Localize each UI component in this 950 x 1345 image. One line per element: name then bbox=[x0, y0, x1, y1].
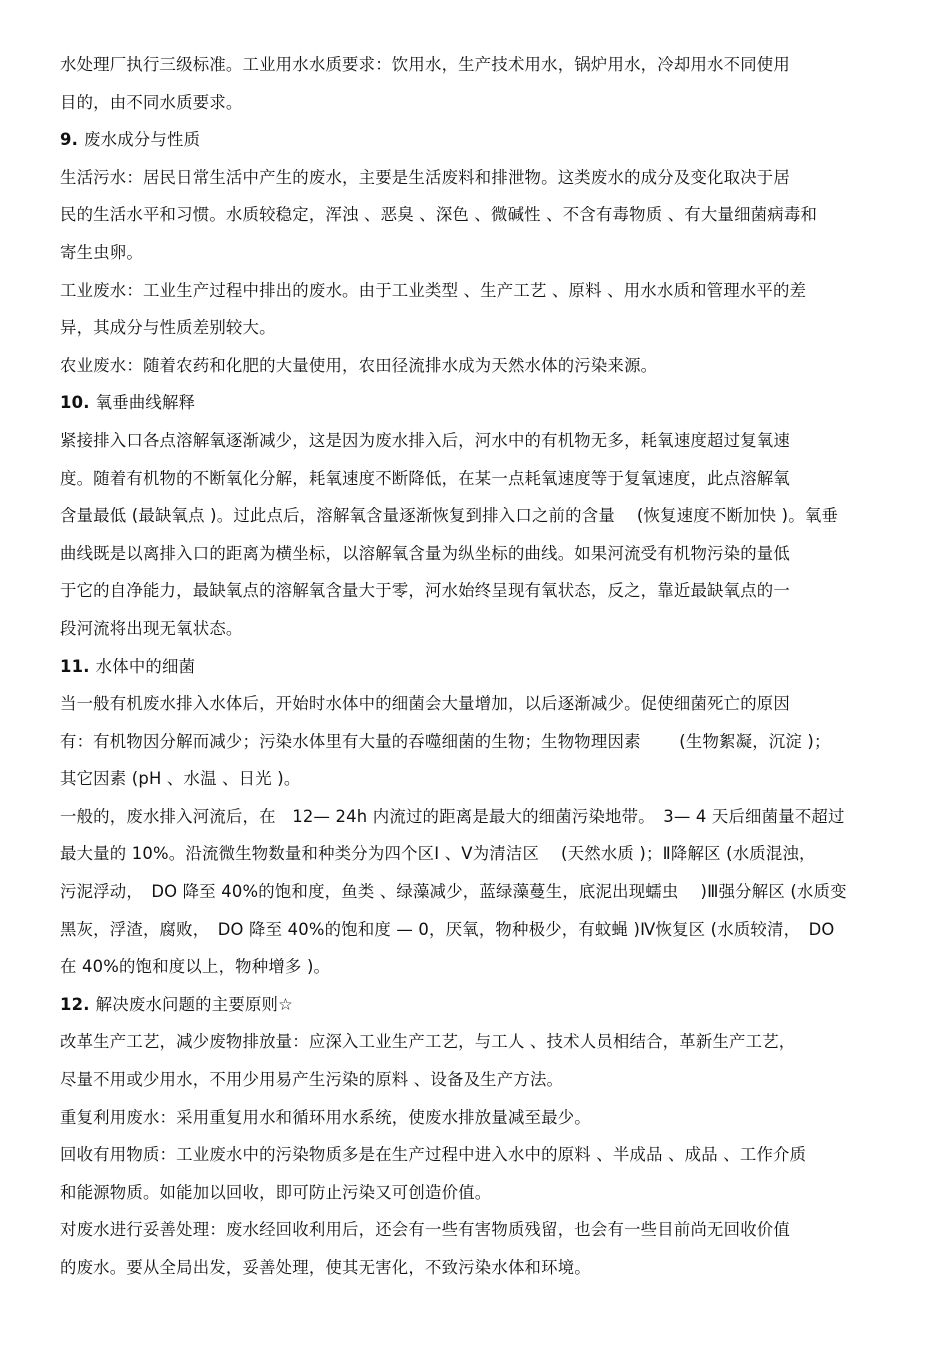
text-line: 工业废水：工业生产过程中排出的废水。由于工业类型 、生产工艺 、原料 、用水水质和管理水平的差 bbox=[60, 280, 807, 300]
section-heading-10 bbox=[60, 384, 910, 422]
text-line: 异，其成分与性质差别较大。 bbox=[60, 318, 276, 338]
text-line: 污泥浮动， DO 降至 40%的饱和度，鱼类 、绿藻减少，蓝绿藻蔓生，底泥出现蠕虫 )Ⅲ强分解区 (水质变 bbox=[60, 882, 847, 902]
section-heading-9 bbox=[60, 121, 910, 159]
document-page bbox=[60, 46, 910, 1287]
text-line: 黑灰，浮渣，腐败， DO 降至 40%的饱和度 — 0，厌氧，物种极少，有蚊蝇 )Ⅳ恢复区 (水质较清， DO bbox=[60, 919, 835, 939]
text-line: 民的生活水平和习惯。水质较稳定，浑浊 、恶臭 、深色 、微碱性 、不含有毒物质 、有大量细菌病毒和 bbox=[60, 205, 818, 225]
section-title: 解决废水问题的主要原则☆ bbox=[95, 994, 294, 1014]
section-heading-12 bbox=[60, 986, 910, 1024]
text-line: 生活污水：居民日常生活中产生的废水，主要是生活废料和排泄物。这类废水的成分及变化取决于居 bbox=[60, 167, 790, 187]
section-title: 氧垂曲线解释 bbox=[95, 393, 196, 413]
text-line: 于它的自净能力，最缺氧点的溶解氧含量大于零，河水始终呈现有氧状态，反之，靠近最缺氧点的一 bbox=[60, 581, 790, 601]
text-line: 目的，由不同水质要求。 bbox=[60, 92, 243, 112]
text-line: 含量最低 (最缺氧点 )。过此点后，溶解氧含量逐渐恢复到排入口之前的含量 (恢复速度不断加快 )。氧垂 bbox=[60, 506, 839, 526]
text-line: 寄生虫卵。 bbox=[60, 242, 143, 262]
text-line: 紧接排入口各点溶解氧逐渐减少，这是因为废水排入后，河水中的有机物无多，耗氧速度超过复氧速 bbox=[60, 430, 790, 450]
text-line: 改革生产工艺，减少废物排放量：应深入工业生产工艺，与工人 、技术人员相结合，革新生产工艺， bbox=[60, 1032, 796, 1052]
text-line: 曲线既是以离排入口的距离为横坐标，以溶解氧含量为纵坐标的曲线。如果河流受有机物污染的量低 bbox=[60, 543, 790, 563]
text-line: 的废水。要从全局出发，妥善处理，使其无害化，不致污染水体和环境。 bbox=[60, 1258, 591, 1277]
text-line: 当一般有机废水排入水体后，开始时水体中的细菌会大量增加，以后逐渐减少。促使细菌死亡的原因 bbox=[60, 694, 790, 714]
text-line: 水处理厂执行三级标准。工业用水水质要求：饮用水，生产技术用水，锅炉用水，冷却用水不同使用 bbox=[60, 55, 790, 74]
section-number: 12. bbox=[60, 994, 90, 1014]
text-line: 对废水进行妥善处理：废水经回收利用后，还会有一些有害物质残留，也会有一些目前尚无回收价值 bbox=[60, 1220, 790, 1240]
text-line: 重复利用废水：采用重复用水和循环用水系统，使废水排放量减至最少。 bbox=[60, 1107, 591, 1127]
section-title: 废水成分与性质 bbox=[84, 130, 201, 150]
text-line: 尽量不用或少用水，不用少用易产生污染的原料 、设备及生产方法。 bbox=[60, 1070, 564, 1090]
text-line: 度。随着有机物的不断氧化分解，耗氧速度不断降低，在某一点耗氧速度等于复氧速度，此点溶解氧 bbox=[60, 468, 790, 488]
text-line: 一般的，废水排入河流后，在 12— 24h 内流过的距离是最大的细菌污染地带。 3— 4 天后细菌量不超过 bbox=[60, 806, 845, 826]
text-line: 其它因素 (pH 、水温 、日光 )。 bbox=[60, 769, 301, 789]
section-number: 10. bbox=[60, 393, 90, 413]
section-title: 水体中的细菌 bbox=[95, 656, 196, 676]
text-line: 有：有机物因分解而减少；污染水体里有大量的吞噬细菌的生物；生物物理因素 (生物絮凝，沉淀 )； bbox=[60, 731, 831, 751]
text-line: 和能源物质。如能加以回收，即可防止污染又可创造价值。 bbox=[60, 1182, 492, 1202]
section-number: 9. bbox=[60, 130, 79, 150]
text-line: 农业废水：随着农药和化肥的大量使用，农田径流排水成为天然水体的污染来源。 bbox=[60, 355, 658, 375]
text-line: 段河流将出现无氧状态。 bbox=[60, 618, 243, 638]
section-heading-11 bbox=[60, 648, 910, 686]
text-line: 回收有用物质：工业废水中的污染物质多是在生产过程中进入水中的原料 、半成品 、成品 、工作介质 bbox=[60, 1145, 807, 1165]
text-line: 最大量的 10%。沿流微生物数量和种类分为四个区Ⅰ 、Ⅴ为清洁区 (天然水质 )；Ⅱ降解区 (水质混浊， bbox=[60, 844, 816, 864]
section-number: 11. bbox=[60, 656, 90, 676]
text-line: 在 40%的饱和度以上，物种增多 )。 bbox=[60, 957, 331, 977]
